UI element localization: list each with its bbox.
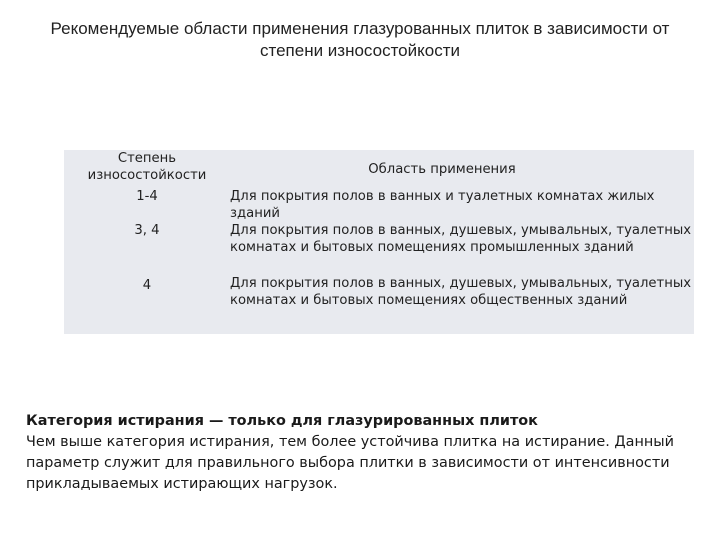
header-degree: Степень износостойкости <box>87 151 207 183</box>
resistance-table <box>64 150 694 330</box>
note-heading: Категория истирания — только для глазурированных плиток <box>26 413 538 429</box>
area-cell: Для покрытия полов в ванных и туалетных комнатах жилых зданий <box>230 189 655 221</box>
resistance-table-panel <box>64 150 694 334</box>
table-row <box>64 188 694 222</box>
area-cell: Для покрытия полов в ванных, душевых, умывальных, туалетных комнатах и бытовых помещениях общественных зданий <box>230 276 692 308</box>
abrasion-note <box>26 411 696 495</box>
header-area: Область применения <box>368 161 516 177</box>
degree-cell: 4 <box>142 278 152 293</box>
slide-title: Рекомендуемые области применения глазурованных плиток в зависимости от степени износостойкости <box>50 19 670 60</box>
degree-cell: 3, 4 <box>134 223 160 238</box>
area-cell: Для покрытия полов в ванных, душевых, умывальных, туалетных комнатах и бытовых помещениях промышленных зданий <box>230 223 692 255</box>
table-row <box>64 275 694 330</box>
table-row <box>64 222 694 275</box>
note-body: Чем выше категория истирания, тем более устойчива плитка на истирание. Данный параметр служит для правильного выбора плитки в зависимости от интенсивности прикладываемых истирающих нагрузок. <box>26 434 675 492</box>
degree-cell: 1-4 <box>136 189 158 204</box>
table-header-row <box>64 150 694 188</box>
